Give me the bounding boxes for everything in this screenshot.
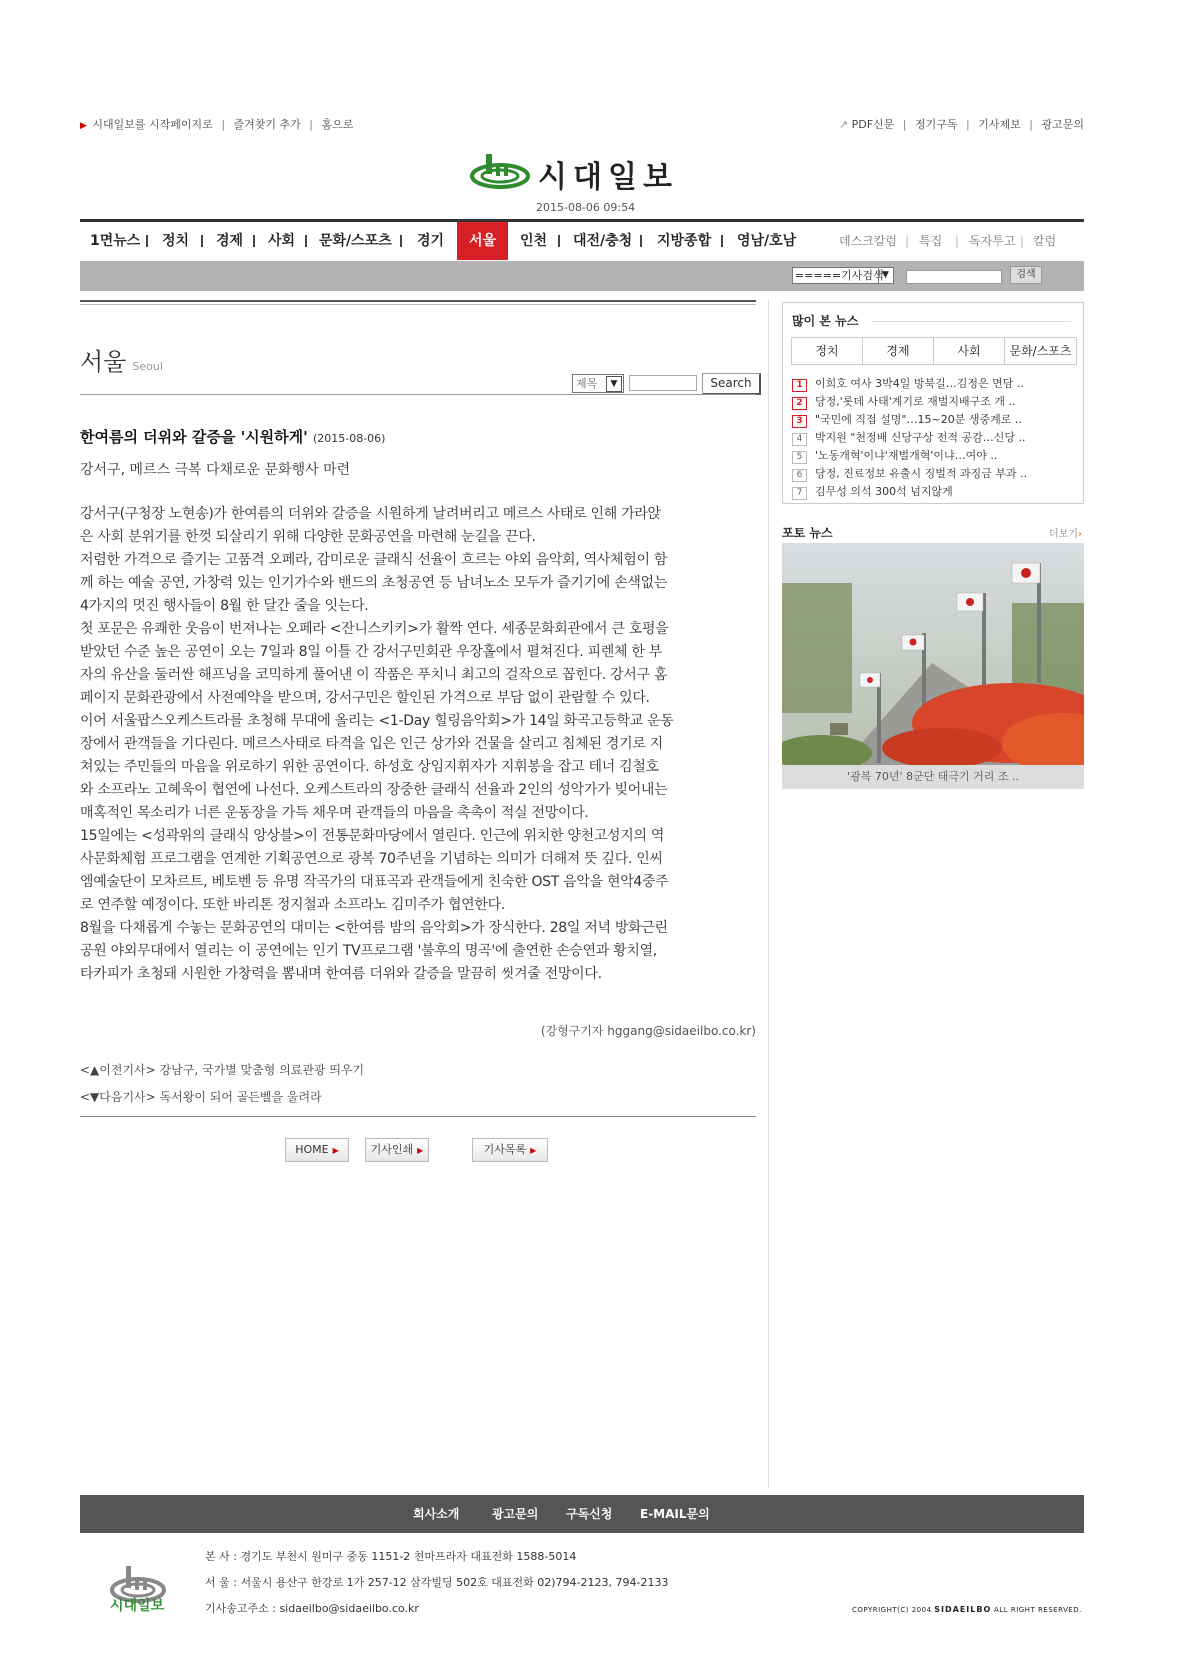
article-line: 공원 야외무대에서 열리는 이 공연에는 인기 TV프로그램 '불후의 명곡'에 출연한 손승연과 황치열, xyxy=(80,943,657,959)
nav-item-front-news[interactable]: 1면뉴스 xyxy=(90,233,141,249)
nav-item-society[interactable]: 사회 xyxy=(268,233,296,249)
list-item[interactable]: 3 "국민에 직접 설명"…15~20분 생중계로 .. xyxy=(792,411,1022,428)
article-line: 첫 포문은 유쾌한 웃음이 번져나는 오페라 <잔니스키키>가 활짝 연다. 세종문화회관에서 큰 호평을 xyxy=(80,621,669,637)
prev-article-title[interactable]: 강남구, 국가별 맞춤형 의료관광 띄우기 xyxy=(159,1063,365,1077)
tab-economy[interactable]: 경제 xyxy=(863,338,934,364)
article-body xyxy=(80,503,756,986)
list-item[interactable]: 7 김무성 의석 300석 넘지않게 xyxy=(792,483,953,500)
article-line: 장에서 관객들을 기다린다. 메르스사태로 타격을 입은 인근 상가와 건물을 살리고 침체된 경기로 지 xyxy=(80,736,663,752)
next-article-title[interactable]: 독서왕이 되어 골든벨을 울려라 xyxy=(159,1090,322,1104)
popular-news-box xyxy=(782,302,1084,504)
list-item[interactable]: 2 당정,'롯데 사태'계기로 재벌지배구조 개 .. xyxy=(792,393,1016,410)
prev-article[interactable] xyxy=(80,1061,364,1078)
article-line: 페이지 문화관광에서 사전예약을 받으며, 강서구민은 할인된 가격으로 부담 없이 관람할 수 있다. xyxy=(80,690,650,706)
search-bar xyxy=(80,261,1084,291)
nav-sub-desk-column[interactable]: 데스크칼럼 xyxy=(839,234,897,248)
nav-item-seoul[interactable]: 서울 xyxy=(457,222,508,260)
article-line: 매혹적인 목소리가 너른 운동장을 가득 채우며 관객들의 마음을 촉촉이 적실 전망이다. xyxy=(80,805,589,821)
article-line: 께 하는 예술 공연, 가창력 있는 인기가수와 밴드의 초청공연 등 남녀노소 모두가 즐기기에 손색없는 xyxy=(80,575,668,591)
article-line: 와 소프라노 고혜욱이 협연에 나선다. 오케스트라의 장중한 클래식 선율과 2인의 성악가가 빚어내는 xyxy=(80,782,668,798)
print-article-button[interactable]: 기사인쇄 ▶ xyxy=(365,1138,429,1162)
photo-news-title: 포토 뉴스 xyxy=(782,526,833,540)
tab-society[interactable]: 사회 xyxy=(934,338,1005,364)
article-line: 4가지의 멋진 행사들이 8월 한 달간 줄을 잇는다. xyxy=(80,598,369,614)
article-line: 사문화체험 프로그램을 연계한 기획공연으로 광복 70주년을 기념하는 의미가 더해져 뜻 깊다. 인씨 xyxy=(80,851,663,867)
article-line: 로 연주할 예정이다. 또한 바리톤 정지철과 소프라노 김미주가 협연한다. xyxy=(80,897,505,913)
popular-tabs xyxy=(791,337,1077,365)
triangle-right-icon: ▶ xyxy=(417,1146,424,1155)
photo-news-caption[interactable]: '광복 70년' 8군단 태극기 거리 조 .. xyxy=(782,765,1084,789)
home-button[interactable]: HOME ▶ xyxy=(285,1138,349,1162)
article-line: 은 사회 분위기를 한껏 되살리기 위해 다양한 문화공연을 마련해 눈길을 끈다. xyxy=(80,529,536,545)
footer-email-link[interactable]: E-MAIL문의 xyxy=(640,1507,710,1521)
article-line: 타카피가 초청돼 시원한 가창력을 뽐내며 한여름 더위와 갈증을 말끔히 씻겨줄 전망이다. xyxy=(80,966,602,982)
next-article[interactable] xyxy=(80,1088,322,1105)
list-item[interactable]: 1 이희호 여사 3박4일 방북길…김정은 면담 .. xyxy=(792,375,1024,392)
article-list-button[interactable]: 기사목록 ▶ xyxy=(472,1138,548,1162)
footer-logo-text: 시대일보 xyxy=(110,1598,165,1614)
footer-email: 기사송고주소 : sidaeilbo@sidaeilbo.co.kr xyxy=(205,1602,419,1615)
filter-select[interactable]: 제목 ▼ xyxy=(572,374,624,393)
subscription-link[interactable]: 정기구독 xyxy=(915,118,958,131)
search-button[interactable]: 검색 xyxy=(1010,266,1042,284)
triangle-right-icon: ▶ xyxy=(530,1146,537,1155)
article-line: 엠예술단이 모차르트, 베토벤 등 유명 작곡가의 대표곡과 관객들에게 친숙한 OST 음악을 현악4중주 xyxy=(80,874,669,890)
list-item[interactable]: 4 박지원 "천정배 신당구상 전적 공감…신당 .. xyxy=(792,429,1026,446)
prev-article-label: <▲이전기사> xyxy=(80,1063,156,1077)
nav-item-yeongnam-honam[interactable]: 영남/호남 xyxy=(737,233,797,249)
pdf-icon: ↗ xyxy=(838,118,849,131)
chevron-right-icon: › xyxy=(1078,529,1082,540)
article-line: 이어 서울팝스오케스트라를 초청해 무대에 올리는 <1-Day 힐링음악회>가 14일 화곡고등학교 운동 xyxy=(80,713,674,729)
article-line: 강서구(구청장 노현송)가 한여름의 더위와 갈증을 시원하게 날려버리고 메르스 사태로 인해 가라앉 xyxy=(80,506,661,522)
footer-address-seoul: 서 울 : 서울시 용산구 한강로 1가 257-12 삼각빌딩 502호 대표전화 02)794-2123, 794-2133 xyxy=(205,1576,669,1589)
company-info-link[interactable]: 회사소개 xyxy=(413,1507,460,1521)
article-line: 15일에는 <성곽위의 클래식 앙상블>이 전통문화마당에서 열린다. 인근에 위치한 양천고성지의 역 xyxy=(80,828,665,844)
next-article-label: <▼다음기사> xyxy=(80,1090,156,1104)
tab-politics[interactable]: 정치 xyxy=(792,338,863,364)
article-date: (2015-08-06) xyxy=(312,432,386,445)
article-line: 받았던 수준 높은 공연이 오는 7일과 8일 이틀 간 강서구민회관 우장홀에서 펼쳐진다. 피렌체 한 부 xyxy=(80,644,662,660)
add-bookmark-link[interactable]: 즐겨찾기 추가 xyxy=(233,118,301,131)
article-line: 8월을 다채롭게 수놓는 문화공연의 대미는 <한여름 밤의 음악회>가 장식한다. 28일 저녁 방화근린 xyxy=(80,920,668,936)
section-search-input[interactable] xyxy=(629,375,697,391)
list-item[interactable]: 5 '노동개혁'이냐'재벌개혁'이냐…여야 .. xyxy=(792,447,997,464)
list-item[interactable]: 6 당정, 진료정보 유출시 징벌적 과징금 부과 .. xyxy=(792,465,1027,482)
nav-sub-column[interactable]: 칼럼 xyxy=(1033,234,1057,248)
site-name: 시대일보 xyxy=(538,160,678,195)
nav-item-culture-sports[interactable]: 문화/스포츠 xyxy=(319,233,392,249)
article-line: 쳐있는 주민들의 마음을 위로하기 위한 공연이다. 하성호 상임지휘자가 지휘봉을 잡고 테너 김철호 xyxy=(80,759,659,775)
popular-news-title: 많이 본 뉴스 xyxy=(792,314,859,328)
news-tip-link[interactable]: 기사제보 xyxy=(978,118,1021,131)
footer-subscribe-link[interactable]: 구독신청 xyxy=(566,1507,613,1521)
footer-links-bar xyxy=(80,1495,1084,1533)
reporter-byline[interactable]: (강형구기자 hggang@sidaeilbo.co.kr) xyxy=(540,1024,756,1038)
nav-sub-reader-contribution[interactable]: 독자투고 xyxy=(969,234,1016,248)
pdf-newspaper-link[interactable]: PDF신문 xyxy=(851,118,895,131)
main-navigation: 1면뉴스 정치 경제 사회 문화/스포츠 경기 서울 인천 대전/충청 지방종합 영남/호남 데스크칼럼 | 특집 | 독자투고 | 칼럼 xyxy=(80,219,1084,264)
logo-emblem-icon xyxy=(470,150,530,190)
arrow-right-icon: ▶ xyxy=(80,121,87,131)
nav-item-daejeon[interactable]: 대전/충청 xyxy=(573,233,633,249)
photo-news-more-link[interactable]: 더보기› xyxy=(1049,529,1082,540)
nav-item-incheon[interactable]: 인천 xyxy=(520,233,548,249)
search-type-select[interactable]: =====기사검색 ▼ xyxy=(792,267,894,284)
chevron-down-icon: ▼ xyxy=(878,268,892,283)
photo-news-image[interactable] xyxy=(782,543,1084,765)
nav-item-gyeonggi[interactable]: 경기 xyxy=(417,233,445,249)
footer-address-hq: 본 사 : 경기도 부천시 원미구 중동 1151-2 쳔마프라자 대표전화 1588-5014 xyxy=(205,1550,577,1563)
footer-ad-inquiry-link[interactable]: 광고문의 xyxy=(492,1507,539,1521)
article-line: 자의 유산을 둘러싼 해프닝을 코믹하게 풀어낸 이 작품은 푸치니 최고의 걸작으로 꼽힌다. 강서구 홈 xyxy=(80,667,668,683)
nav-sub-special[interactable]: 특집 xyxy=(919,234,943,248)
nav-item-regional[interactable]: 지방종합 xyxy=(657,233,712,249)
tab-culture-sports[interactable]: 문화/스포츠 xyxy=(1009,344,1072,358)
home-link[interactable]: 홈으로 xyxy=(321,118,354,131)
article-title: 한여름의 더위와 갈증을 '시원하게' (2015-08-06) xyxy=(80,428,386,446)
chevron-down-icon: ▼ xyxy=(606,376,622,392)
nav-item-politics[interactable]: 정치 xyxy=(162,233,190,249)
nav-item-economy[interactable]: 경제 xyxy=(216,233,244,249)
search-input[interactable] xyxy=(906,270,1002,284)
set-homepage-link[interactable]: 시대일보를 시작페이지로 xyxy=(92,118,213,131)
section-subtitle: Seoul xyxy=(132,360,163,373)
ad-inquiry-link[interactable]: 광고문의 xyxy=(1041,118,1084,131)
triangle-right-icon: ▶ xyxy=(332,1146,339,1155)
copyright: COPYRIGHT(C) 2004 SIDAEILBO ALL RIGHT RESERVED. xyxy=(852,1605,1082,1614)
article-line: 저렴한 가격으로 즐기는 고품격 오페라, 감미로운 클래식 선율이 흐르는 야외 음악회, 역사체험이 함 xyxy=(80,552,668,568)
article-subtitle: 강서구, 메르스 극복 다채로운 문화행사 마련 xyxy=(80,462,351,478)
current-datetime: 2015-08-06 09:54 xyxy=(536,201,636,214)
section-search-button[interactable]: Search xyxy=(702,373,761,395)
site-logo[interactable] xyxy=(470,148,700,195)
section-title: 서울 Seoul xyxy=(80,348,163,376)
